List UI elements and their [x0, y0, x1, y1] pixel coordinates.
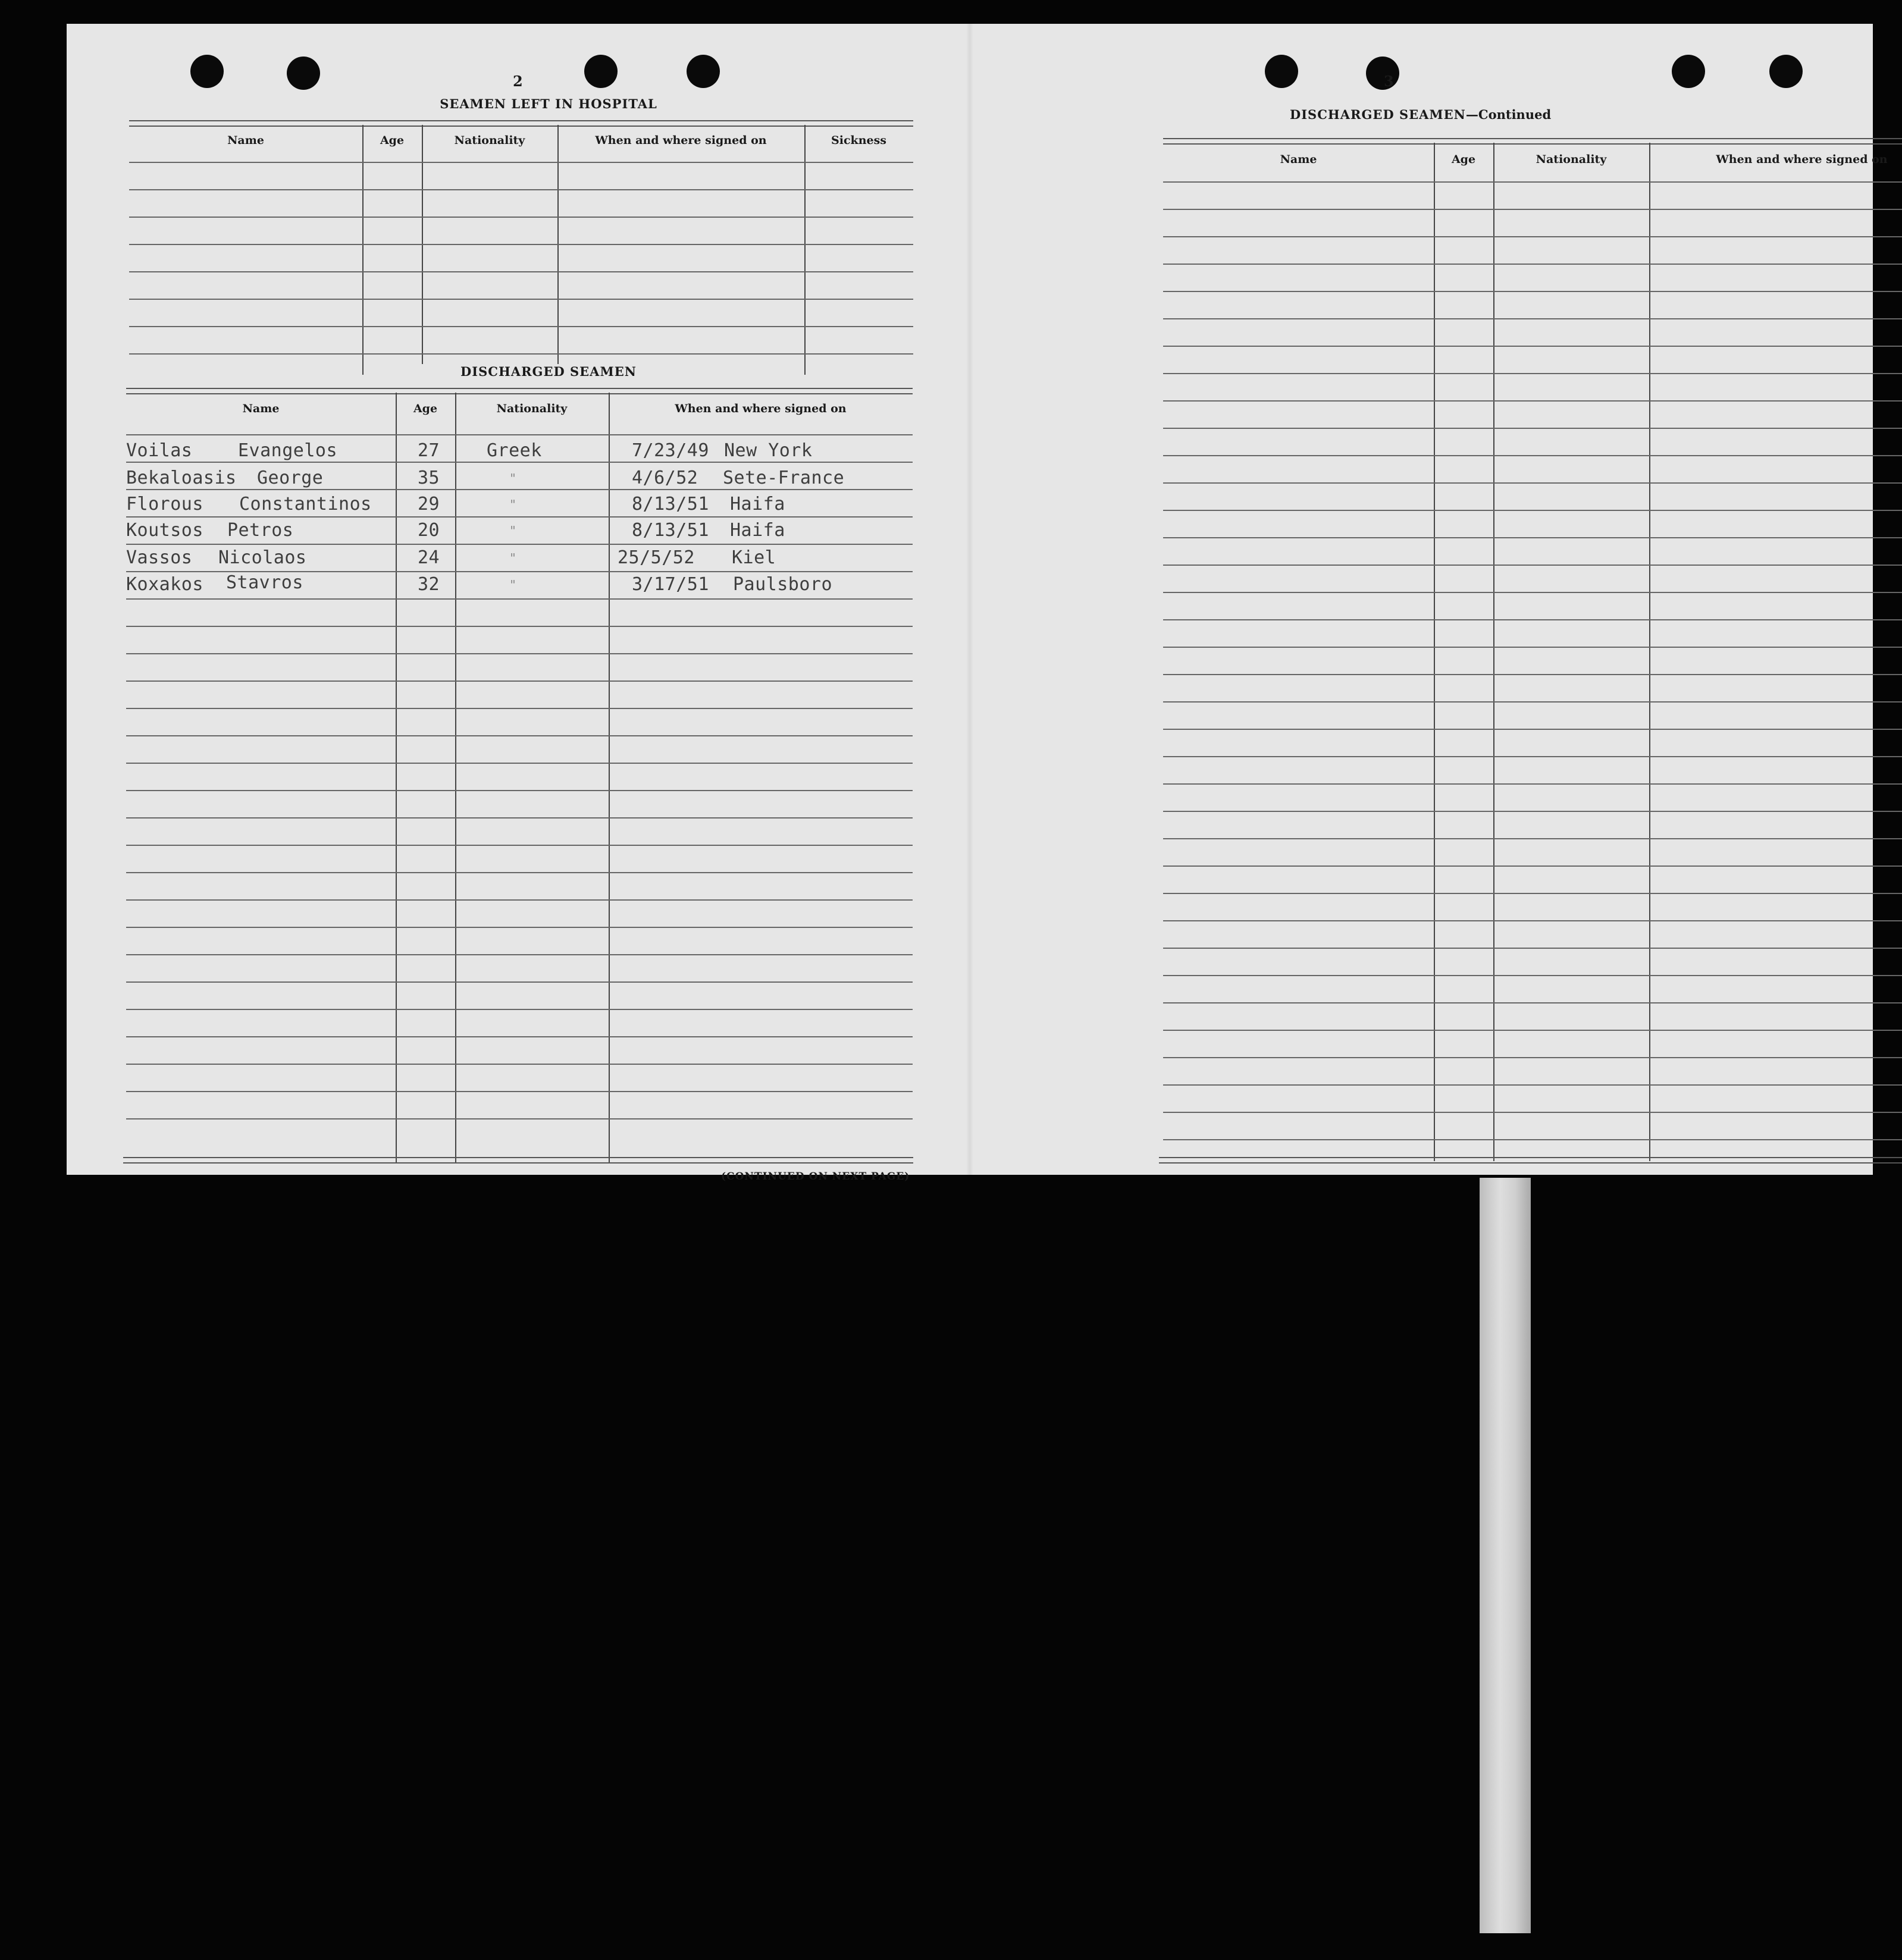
ruled-line — [126, 680, 913, 682]
ruled-line — [1163, 373, 1902, 374]
col-header-signed-on: When and where signed on — [675, 402, 847, 415]
ruled-line — [126, 544, 913, 545]
col-header-age: Age — [380, 134, 405, 147]
ruled-line — [1163, 920, 1902, 921]
signed-on-date: 7/23/49 — [632, 440, 709, 461]
punch-hole — [1672, 55, 1705, 88]
given-name: Stavros — [226, 572, 303, 593]
signed-on-place: Haifa — [730, 494, 785, 515]
ruled-line — [1163, 181, 1902, 183]
ruled-line — [1163, 482, 1902, 484]
table-top-rule — [129, 120, 913, 127]
ruled-line — [126, 735, 913, 736]
column-divider — [1434, 143, 1435, 1161]
col-header-age: Age — [1451, 153, 1476, 166]
age: 32 — [418, 574, 440, 595]
signed-on-date: 3/17/51 — [632, 574, 709, 595]
hospital-section-title: SEAMEN LEFT IN HOSPITAL — [440, 96, 657, 111]
ruled-line — [1163, 510, 1902, 511]
ruled-line — [1163, 1030, 1902, 1031]
holder-stick — [1480, 1178, 1531, 1933]
ruled-line — [1163, 783, 1902, 785]
section-title-main: DISCHARGED SEAMEN — [1290, 107, 1466, 122]
ruled-line — [1163, 537, 1902, 538]
surname: Koxakos — [126, 574, 203, 595]
ruled-line — [126, 653, 913, 654]
given-name: Petros — [227, 520, 294, 541]
column-divider — [396, 393, 397, 1163]
ruled-line — [1163, 865, 1902, 867]
surname: Florous — [126, 494, 203, 515]
ruled-line — [129, 271, 913, 272]
ruled-line — [1163, 565, 1902, 566]
ruled-line — [126, 489, 913, 490]
punch-hole — [1265, 55, 1298, 88]
table-bottom-rule — [123, 1157, 913, 1164]
ledger-sheet — [67, 24, 1888, 1183]
col-header-nationality: Nationality — [496, 402, 568, 415]
ruled-line — [1163, 729, 1902, 730]
column-divider — [609, 393, 610, 1163]
signed-on-date: 4/6/52 — [632, 468, 698, 488]
right-page — [970, 24, 1888, 1175]
page-number: 2 — [513, 73, 523, 90]
ruled-line — [126, 1118, 913, 1119]
discharged-section-title: DISCHARGED SEAMEN — [412, 364, 685, 379]
signed-on-place: Sete-France — [723, 468, 845, 488]
ruled-line — [1163, 1139, 1902, 1140]
ruled-line — [126, 462, 913, 463]
col-header-signed-on: When and where signed on — [595, 134, 767, 147]
punch-hole — [1366, 57, 1399, 90]
ruled-line — [126, 817, 913, 819]
ruled-line — [126, 899, 913, 901]
page-number: 3 — [1384, 73, 1394, 90]
ruled-line — [129, 189, 913, 190]
ruled-line — [1163, 346, 1902, 347]
ruled-line — [1163, 1002, 1902, 1003]
ruled-line — [1163, 455, 1902, 456]
table-top-rule — [126, 388, 913, 394]
col-header-name: Name — [1280, 153, 1317, 166]
nationality-ditto: " — [509, 497, 517, 512]
nationality-ditto: " — [509, 551, 517, 565]
ruled-line — [126, 872, 913, 873]
ruled-line — [126, 626, 913, 627]
ruled-line — [126, 516, 913, 518]
ruled-line — [129, 353, 913, 355]
table-top-rule — [1163, 138, 1902, 145]
signed-on-place: Kiel — [732, 547, 776, 568]
ruled-line — [129, 162, 913, 163]
ruled-line — [1163, 811, 1902, 812]
section-title — [1290, 107, 1551, 122]
ruled-line — [126, 708, 913, 709]
ruled-line — [129, 244, 913, 245]
column-divider — [1649, 143, 1650, 1161]
punch-hole — [687, 55, 720, 88]
ruled-line — [1163, 209, 1902, 210]
age: 24 — [418, 547, 440, 568]
nationality-ditto: " — [509, 471, 517, 485]
col-header-nationality: Nationality — [1536, 153, 1607, 166]
left-page — [67, 24, 970, 1183]
ruled-line — [1163, 756, 1902, 757]
ruled-line — [126, 598, 913, 600]
ruled-line — [1163, 948, 1902, 949]
ruled-line — [1163, 1112, 1902, 1113]
col-header-nationality: Nationality — [454, 134, 525, 147]
signed-on-date: 8/13/51 — [632, 494, 709, 515]
ruled-line — [1163, 647, 1902, 648]
given-name: Nicolaos — [218, 547, 307, 568]
surname: Vassos — [126, 547, 193, 568]
ruled-line — [126, 1009, 913, 1010]
col-header-name: Name — [227, 134, 264, 147]
given-name: Evangelos — [238, 440, 338, 461]
ruled-line — [1163, 838, 1902, 839]
ruled-line — [1163, 264, 1902, 265]
table-bottom-rule — [1159, 1157, 1902, 1164]
age: 35 — [418, 468, 440, 488]
punch-hole — [287, 57, 320, 90]
nationality: Greek — [487, 440, 542, 461]
ruled-line — [1163, 1057, 1902, 1058]
ruled-line — [126, 981, 913, 983]
ruled-line — [126, 1064, 913, 1065]
signed-on-date: 25/5/52 — [618, 547, 695, 568]
ruled-line — [1163, 674, 1902, 675]
col-header-name: Name — [242, 402, 280, 415]
col-header-signed-on: When and where signed on — [1716, 153, 1888, 166]
age: 29 — [418, 494, 440, 515]
nationality-ditto: " — [509, 523, 517, 538]
ruled-line — [126, 954, 913, 955]
signed-on-date: 8/13/51 — [632, 520, 709, 541]
ruled-line — [1163, 400, 1902, 402]
continued-footer: (CONTINUED ON NEXT PAGE) — [721, 1171, 910, 1183]
signed-on-place: Haifa — [730, 520, 785, 541]
column-divider — [455, 393, 456, 1163]
ruled-line — [126, 434, 913, 435]
ruled-line — [1163, 291, 1902, 292]
col-header-sickness: Sickness — [831, 134, 886, 147]
ruled-line — [126, 845, 913, 846]
surname: Koutsos — [126, 520, 203, 541]
ruled-line — [126, 790, 913, 791]
ruled-line — [126, 763, 913, 764]
ruled-line — [1163, 236, 1902, 237]
ruled-line — [1163, 428, 1902, 429]
ruled-line — [1163, 975, 1902, 976]
section-title-suffix: —Continued — [1465, 107, 1552, 122]
surname: Voilas — [126, 440, 193, 461]
given-name: George — [257, 468, 324, 488]
punch-hole — [190, 55, 224, 88]
ruled-line — [1163, 701, 1902, 703]
surname: Bekaloasis — [126, 468, 237, 488]
ruled-line — [1163, 1084, 1902, 1086]
signed-on-place: New York — [724, 440, 813, 461]
ruled-line — [126, 1091, 913, 1092]
age: 20 — [418, 520, 440, 541]
ruled-line — [1163, 619, 1902, 620]
age: 27 — [418, 440, 440, 461]
ruled-line — [1163, 318, 1902, 319]
ruled-line — [1163, 893, 1902, 894]
col-header-age: Age — [413, 402, 438, 415]
given-name: Constantinos — [239, 494, 372, 515]
ruled-line — [1163, 592, 1902, 593]
ruled-line — [126, 1036, 913, 1037]
ruled-line — [129, 299, 913, 300]
signed-on-place: Paulsboro — [733, 574, 833, 595]
punch-hole — [584, 55, 618, 88]
ruled-line — [129, 217, 913, 218]
punch-hole — [1769, 55, 1803, 88]
column-divider — [1493, 143, 1494, 1161]
ruled-line — [126, 927, 913, 928]
nationality-ditto: " — [509, 578, 517, 592]
ruled-line — [129, 326, 913, 327]
